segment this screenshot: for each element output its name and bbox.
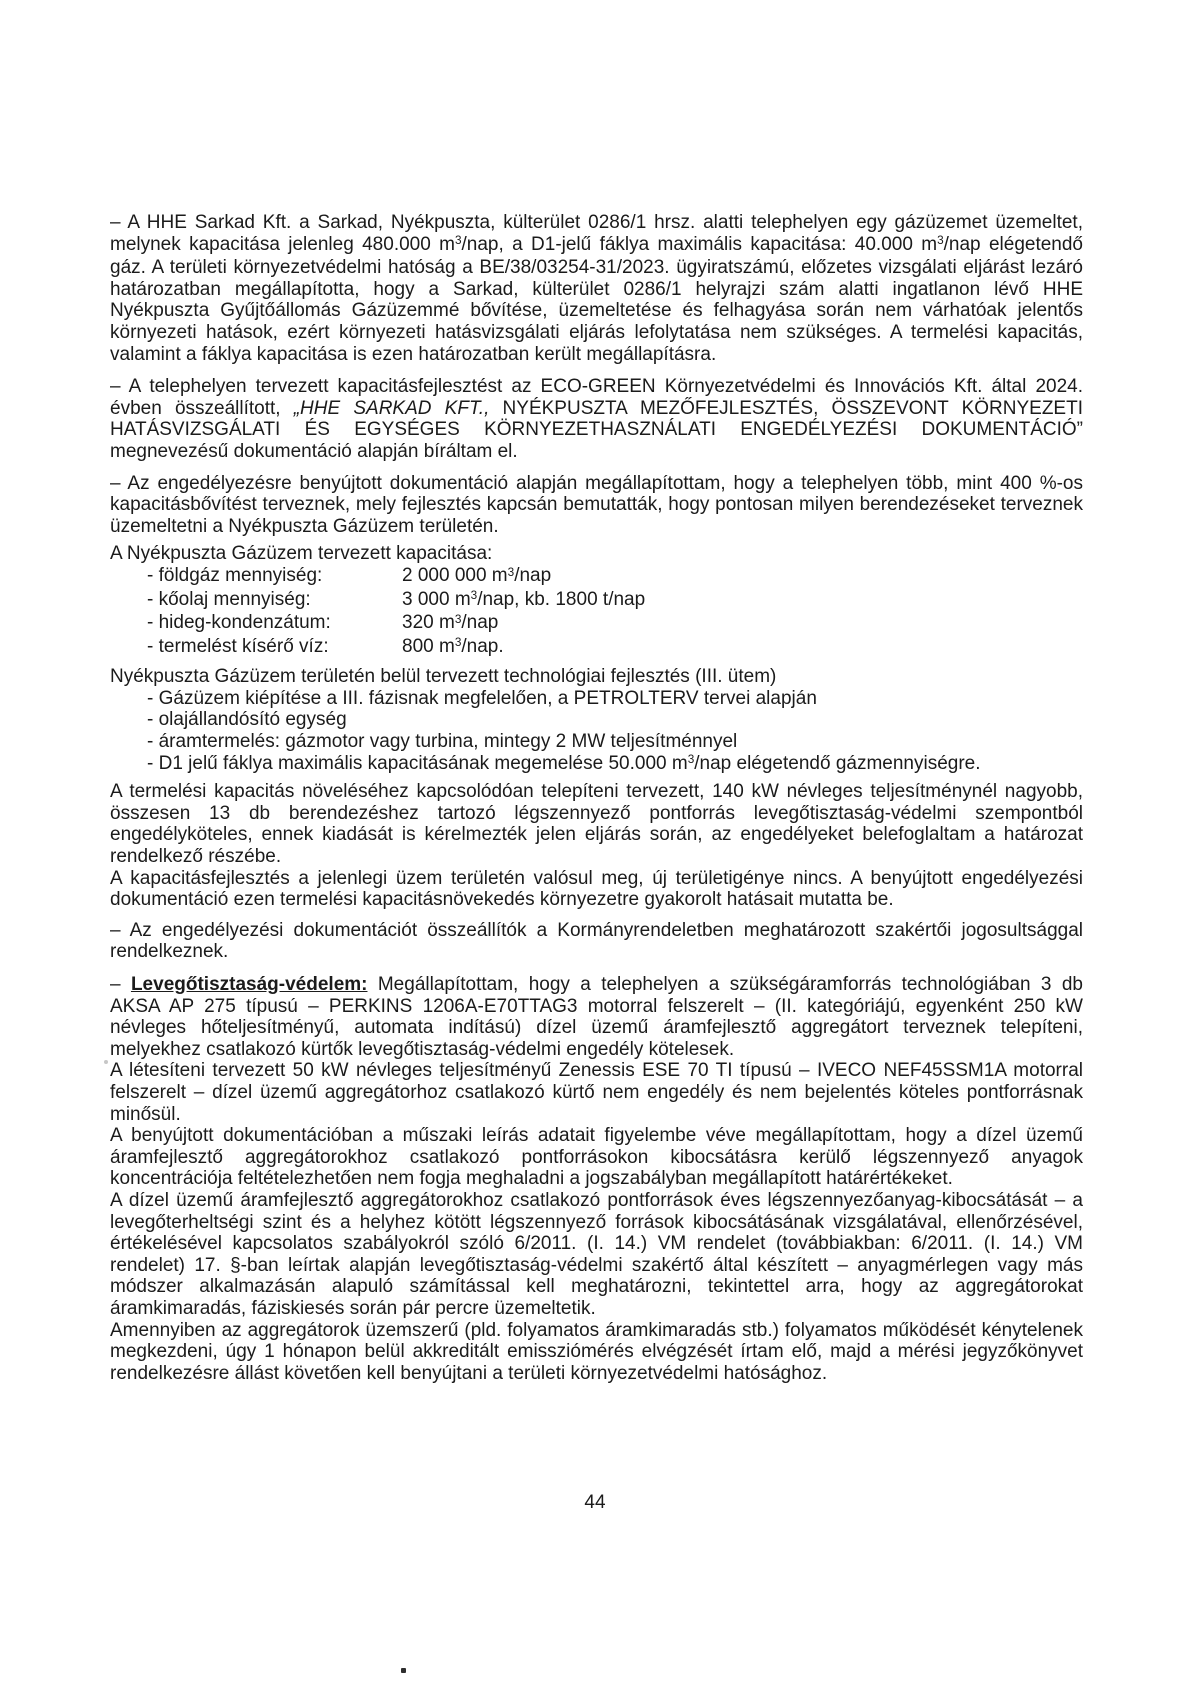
- list-item: [110, 753, 1083, 777]
- superscript: 3: [454, 636, 462, 650]
- text-block: [110, 212, 1083, 1384]
- text-segment: –: [110, 974, 131, 995]
- capacity-value: [402, 589, 1083, 613]
- paragraph-kapacitasbovites: [110, 473, 1083, 538]
- text-segment: - földgáz mennyiség:: [147, 564, 323, 586]
- paragraph-szakertoi-jogosultsag: [110, 920, 1083, 963]
- text-segment: 3 000 m: [402, 588, 471, 610]
- superscript: 3: [937, 234, 944, 248]
- capacity-value: [402, 565, 1083, 589]
- text-segment: 320 m: [402, 612, 455, 634]
- text-segment: – A HHE Sarkad Kft. a Sarkad, Nyékpuszta, külterület 0286/1 hrsz. alatti telephelyen egy gázüzemet üzemeltet, melynek kapacitása jelenleg 480.000 m: [110, 212, 1083, 255]
- text-segment: 800 m: [402, 635, 455, 657]
- capacity-label: [147, 565, 402, 589]
- superscript: 3: [470, 589, 478, 603]
- text-segment: - D1 jelű fáklya maximális kapacitásának megemelése 50.000 m: [147, 752, 688, 774]
- superscript: 3: [507, 565, 515, 579]
- text-segment: A benyújtott dokumentációban a műszaki leírás adatait figyelembe véve megállapítottam, hogy a dízel üzemű áramfejlesztő aggregátorokhoz csatlakozó pontforrásokon kibocsátásra kerülő légszennyező anyagok koncentrációja feltételezhetően nem fogja meghaladni a jogszabályban megállapított határértékeket.: [110, 1125, 1083, 1190]
- paragraph-teruletigeny: [110, 868, 1083, 911]
- text-segment: „HHE SARKAD KFT.,: [293, 397, 490, 419]
- scan-artifact-dot: [401, 1668, 406, 1673]
- text-segment: A dízel üzemű áramfejlesztő aggregátorokhoz csatlakozó pontforrások éves légszennyezőanyag-kibocsátását – a levegőterheltségi szint és a helyhez kötött légszennyező források kibocsátásának vizsgálatával, ellenőrzésével, értékelésével kapcsolatos szabályokról szóló 6/2011. (I. 14.) VM rendelet (továbbiakban: 6/2011. (I. 14.) VM rendelet) 17. §-ban leírtak alapján levegőtisztaság-védelmi szakértő által készített – anyagmérlegen vagy más módszer alkalmazásán alapuló számítással kell meghatározni, tekintettel arra, hogy az aggregátorokat áramkimaradás, fáziskiesés során pár percre üzemeltetik.: [110, 1189, 1083, 1319]
- superscript: 3: [454, 234, 462, 248]
- text-segment: - hideg-kondenzátum:: [147, 612, 331, 634]
- superscript: 3: [454, 612, 462, 626]
- capacity-label: [147, 589, 402, 613]
- text-segment: /nap elégetendő gáz. A területi környezetvédelmi hatóság a BE/38/03254-31/2023. ügyiratszámú, előzetes vizsgálati eljárást lezáró határozatban megállapította, hogy a Sarkad, külterület 0286/1 helyrajzi szám alatti ingatlanon lévő HHE Nyékpuszta Gyűjtőállomás Gázüzemmé bővítése, üzemeltetése és felhagyása során nem várhatóak jelentős környezeti hatások, ezért környezeti hatásvizsgálati eljárás lefolytatása nem szükséges. A termelési kapacitás, valamint a fáklya kapacitása is ezen határozatban került megállapításra.: [110, 233, 1083, 365]
- paragraph-hhe-sarkad-telephely: [110, 212, 1083, 365]
- text-segment: - Gázüzem kiépítése a III. fázisnak megfelelően, a PETROLTERV tervei alapján: [147, 687, 817, 709]
- paragraph-pontforras-engedely: [110, 781, 1083, 867]
- text-segment: /nap: [514, 564, 552, 586]
- capacity-label: [147, 612, 402, 636]
- text-segment: - kőolaj mennyiség:: [147, 588, 311, 610]
- list-item: [110, 688, 1083, 710]
- capacity-label: [147, 636, 402, 660]
- text-segment: – Az engedélyezésre benyújtott dokumentáció alapján megállapítottam, hogy a telephelyen több, mint 400 %-os kapacitásbővítést terveznek, mely fejlesztés kapcsán bemutatták, hogy pontosan milyen berendezéseket terveznek üzemeltetni a Nyékpuszta Gázüzem területén.: [110, 472, 1083, 537]
- paragraph-muszaki-leiras: [110, 1125, 1083, 1190]
- text-segment: /nap.: [461, 635, 504, 657]
- list-item: [110, 709, 1083, 731]
- capacity-value: [402, 612, 1083, 636]
- paragraph-eves-kibocsatas: [110, 1190, 1083, 1320]
- text-segment: A kapacitásfejlesztés a jelenlegi üzem területén valósul meg, új területigénye nincs. A benyújtott engedélyezési dokumentáció ezen termelési kapacitásnövekedés környezetre gyakorolt hatásait mutatta be.: [110, 867, 1083, 911]
- text-segment: /nap, a D1-jelű fáklya maximális kapacitása: 40.000 m: [461, 233, 938, 255]
- text-segment: /nap elégetendő gázmennyiségre.: [694, 752, 981, 774]
- text-segment: /nap, kb. 1800 t/nap: [477, 588, 646, 610]
- text-segment: Megállapítottam, hogy a telephelyen a szükségáramforrás technológiában 3 db AKSA AP 275 típusú – PERKINS 1206A-E70TTAG3 motorral felszerelt – (II. kategóriájú, egyenként 250 kW névleges hőteljesítményű, automata indítású) dízel üzemű áramfejlesztő aggregátort terveznek telepíteni, melyekhez csatlakozó kürtők levegőtisztaság-védelmi engedély kötelesek.: [110, 974, 1083, 1060]
- text-segment: A termelési kapacitás növeléséhez kapcsolódóan telepíteni tervezett, 140 kW névleges teljesítménynél nagyobb, összesen 13 db berendezéshez tartozó légszennyező pontforrás levegőtisztaság-védelmi szempontból engedélyköteles, ennek kiadását is kérelmezték jelen eljárás során, az engedélyeket belefoglaltam a határozat rendelkező részébe.: [110, 781, 1083, 868]
- scan-artifact-speck: [104, 1060, 108, 1064]
- text-segment: 2 000 000 m: [402, 564, 508, 586]
- capacity-row: [110, 589, 1083, 613]
- page-number: 44: [584, 1492, 606, 1513]
- text-segment: - áramtermelés: gázmotor vagy turbina, mintegy 2 MW teljesítménnyel: [147, 731, 738, 753]
- capacity-row: [110, 612, 1083, 636]
- capacity-row: [110, 565, 1083, 589]
- capacity-heading: [110, 543, 1083, 565]
- superscript: 3: [687, 753, 695, 767]
- text-segment: – A telephelyen tervezett kapacitásfejlesztést az ECO-GREEN Környezetvédelmi és Innovációs Kft. által 2024. évben összeállított,: [110, 376, 1083, 419]
- text-segment: – Az engedélyezési dokumentációt összeállítók a Kormányrendeletben meghatározott szakértői jogosultsággal rendelkeznek.: [110, 919, 1083, 963]
- text-segment: A Nyékpuszta Gázüzem tervezett kapacitása:: [110, 543, 493, 565]
- capacity-value: [402, 636, 1083, 660]
- text-segment: - termelést kísérő víz:: [147, 635, 329, 657]
- text-segment: Nyékpuszta Gázüzem területén belül tervezett technológiai fejlesztés (III. ütem): [110, 666, 777, 688]
- text-segment: A létesíteni tervezett 50 kW névleges teljesítményű Zenessis ESE 70 TI típusú – IVECO NEF45SSM1A motorral felszerelt – dízel üzemű aggregátorhoz csatlakozó kürtő nem engedély és nem bejelentés köteles pontforrásnak minősül.: [110, 1060, 1083, 1125]
- text-segment: Amennyiben az aggregátorok üzemszerű (pld. folyamatos áramkimaradás stb.) folyamatos működését kénytelenek megkezdeni, úgy 1 hónapon belül akkreditált emissziómérés elvégzését írtam elő, majd a mérési jegyzőkönyvet rendelkezésre állást követően kell benyújtani a területi környezetvédelmi hatósághoz.: [110, 1319, 1083, 1384]
- text-segment: /nap: [461, 612, 499, 634]
- list-item: [110, 731, 1083, 753]
- development-heading: [110, 666, 1083, 688]
- capacity-row: [110, 636, 1083, 660]
- paragraph-eco-green-dokumentacio: [110, 376, 1083, 462]
- paragraph-uzemszeru-mukodes: [110, 1320, 1083, 1385]
- paragraph-zenessis-aggregator: [110, 1060, 1083, 1125]
- text-segment: Levegőtisztaság-védelem:: [130, 974, 368, 995]
- text-segment: - olajállandósító egység: [147, 709, 347, 731]
- text-segment: NYÉKPUSZTA MEZŐFEJLESZTÉS, ÖSSZEVONT KÖRNYEZETI HATÁSVIZSGÁLATI ÉS EGYSÉGES KÖRNYEZETHASZNÁLATI ENGEDÉLYEZÉSI DOKUMENTÁCIÓ” megnevezésű dokumentáció alapján bíráltam el.: [110, 397, 1083, 462]
- paragraph-levegotisztasag-vedelem: [110, 974, 1083, 1060]
